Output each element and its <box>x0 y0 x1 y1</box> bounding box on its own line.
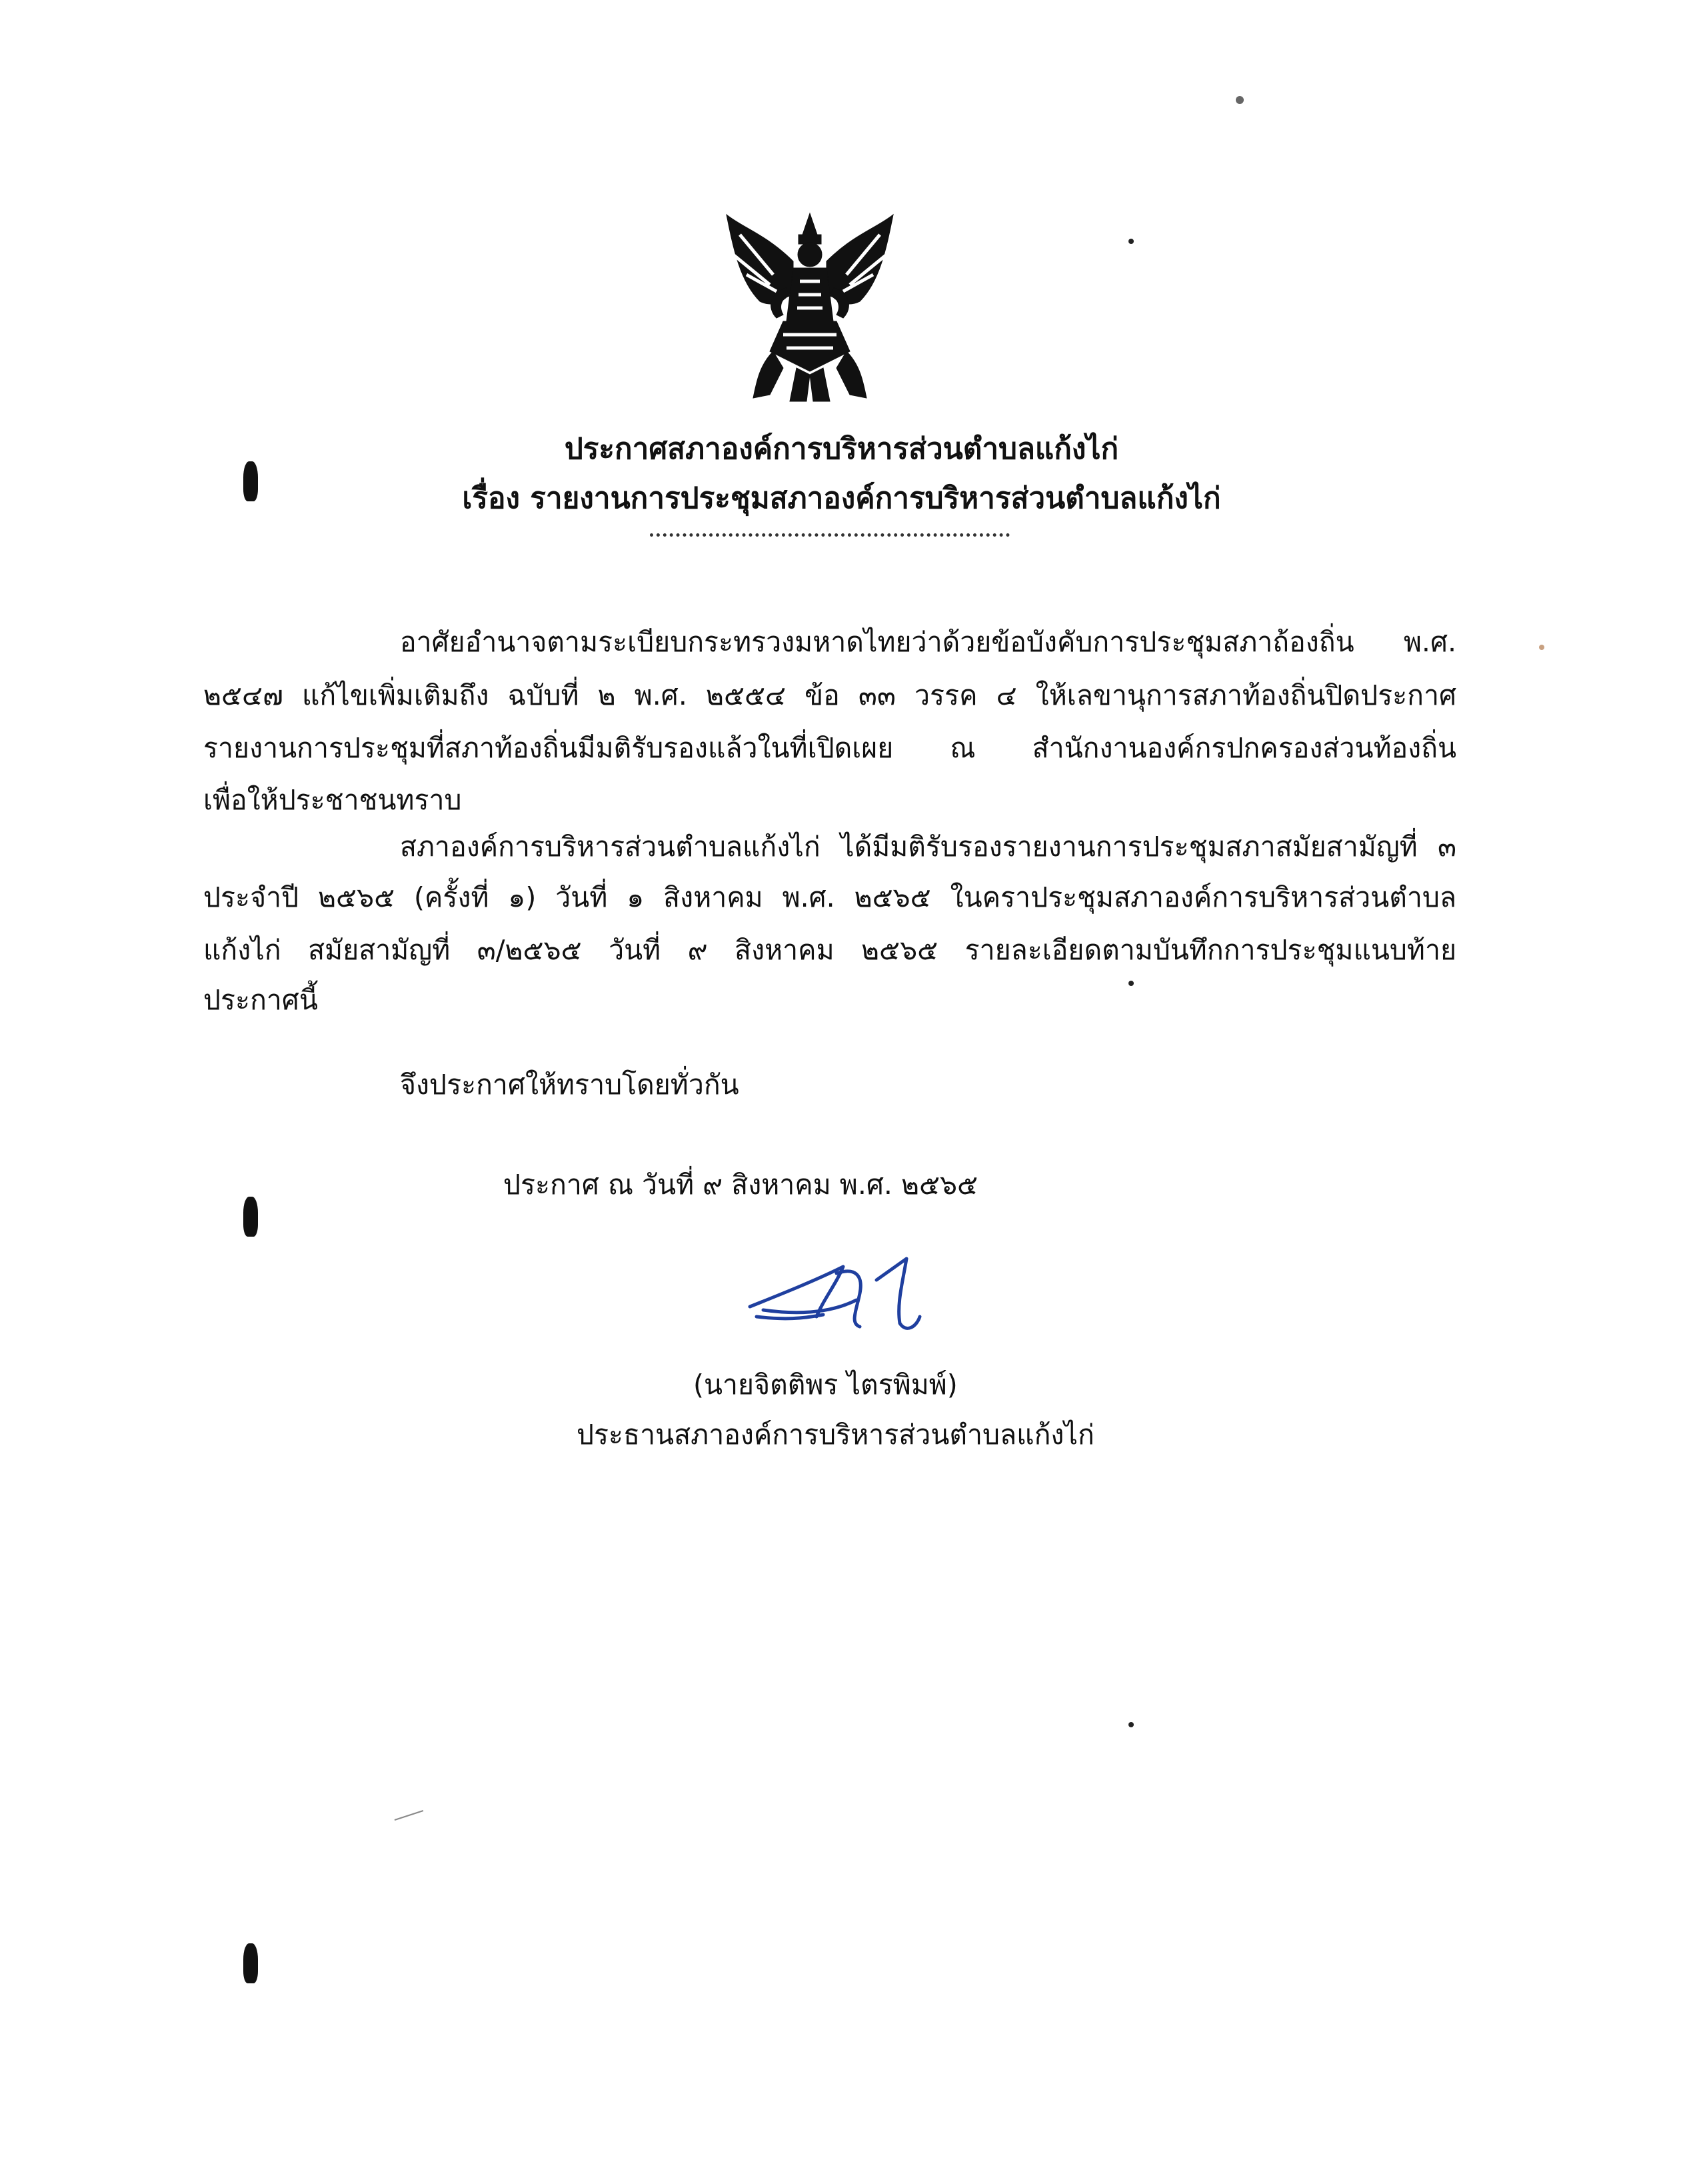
body-line: ๒๕๔๗ แก้ไขเพิ่มเติมถึง ฉบับที่ ๒ พ.ศ. ๒๕๕๔ ข้อ ๓๓ วรรค ๔ ให้เลขานุการสภาท้องถิ่นปิดประกาศ <box>203 679 1456 711</box>
handwritten-signature <box>743 1253 956 1340</box>
body-line: อาศัยอำนาจตามระเบียบกระทรวงมหาดไทยว่าด้วยข้อบังคับการประชุมสภาถ้องถิ่น พ.ศ. <box>400 626 1456 658</box>
signer-position: ประธานสภาองค์การบริหารส่วนตำบลแก้งไก่ <box>577 1419 1094 1451</box>
scan-speck <box>1126 979 1136 988</box>
scan-mark <box>243 1197 258 1237</box>
body-line: รายงานการประชุมที่สภาท้องถิ่นมีมติรับรองแล้วในที่เปิดเผย ณ สำนักงานองค์กรปกครองส่วนท้องถิ่น <box>203 732 1456 764</box>
body-line: ประจำปี ๒๕๖๕ (ครั้งที่ ๑) วันที่ ๑ สิงหาคม พ.ศ. ๒๕๖๕ ในคราประชุมสภาองค์การบริหารส่วนตำบล <box>203 881 1457 913</box>
body-line: ประกาศนี้ <box>203 984 318 1016</box>
closing-statement: จึงประกาศให้ทราบโดยทั่วกัน <box>400 1069 739 1101</box>
announcement-date: ประกาศ ณ วันที่ ๙ สิงหาคม พ.ศ. ๒๕๖๕ <box>503 1169 978 1201</box>
scan-speck <box>1126 237 1136 246</box>
scan-speck <box>393 1808 427 1821</box>
scan-speck <box>1233 93 1246 107</box>
signer-name: (นายจิตติพร ไตรพิมพ์) <box>693 1369 958 1401</box>
announcement-title: ประกาศสภาองค์การบริหารส่วนตำบลแก้งไก่ <box>564 432 1119 466</box>
announcement-subject: เรื่อง รายงานการประชุมสภาองค์การบริหารส่วนตำบลแก้งไก่ <box>462 481 1221 515</box>
dotted-separator <box>650 533 1010 537</box>
body-line: สภาองค์การบริหารส่วนตำบลแก้งไก่ ได้มีมติรับรองรายงานการประชุมสภาสมัยสามัญที่ ๓ <box>400 831 1456 863</box>
scan-speck <box>1126 1720 1136 1729</box>
garuda-emblem <box>720 208 900 408</box>
body-line: แก้งไก่ สมัยสามัญที่ ๓/๒๕๖๕ วันที่ ๙ สิงหาคม ๒๕๖๕ รายละเอียดตามบันทึกการประชุมแนบท้าย <box>203 934 1456 966</box>
body-line: เพื่อให้ประชาชนทราบ <box>203 784 462 816</box>
scan-speck <box>1538 644 1545 651</box>
scan-mark <box>243 461 258 501</box>
scan-mark <box>243 1943 258 1983</box>
